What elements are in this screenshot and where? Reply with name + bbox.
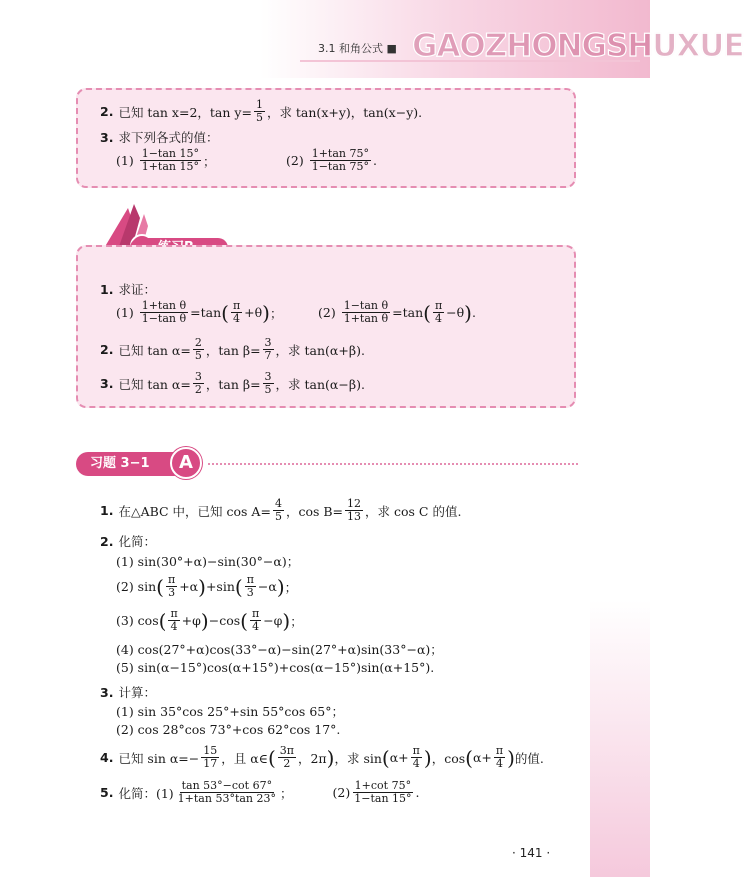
ex-question-1: 1. 在△ABC 中，已知 cos A= $\frac{4}{5}$ ，cos B= $\frac{12}{13}$ ，求 cos C 的值. — [100, 497, 462, 523]
question-2: 2. 已知 tan x=2，tan y= $\frac{1}{5}$ ，求 tan(x+y)，tan(x−y). — [100, 98, 423, 124]
fraction: $\frac{1}{5}$ — [255, 98, 263, 124]
ex-question-2-part-1: (1) sin(30°+α)−sin(30°−α)； — [116, 554, 300, 569]
ex-question-2-part-3: (3) cos ( $\frac{\pi}{4}$ +φ ) −cos ( $\frac{\pi}{4}$ −φ ) ； — [116, 607, 303, 633]
b-question-2: 2. 已知 tan α= $\frac{2}{5}$ ，tan β= $\frac{3}{7}$ ，求 tan(α+β). — [100, 336, 365, 362]
section-title: 3.1 和角公式 ■ — [318, 42, 397, 55]
ex-question-2-part-5: (5) sin(α−15°)cos(α+15°)+cos(α−15°)sin(α+15°). — [116, 660, 435, 675]
question-3: 3. 求下列各式的值： — [100, 129, 219, 145]
b-question-1: 1. 求证： — [100, 281, 156, 297]
ex-question-4: 4. 已知 sin α=− $\frac{15}{17}$ ，且 α∈ ( $\frac{3\pi}{2}$ ，2π ) ，求 sin ( α+ $\frac{\pi}{4}$ ) ，cos ( α+ $\frac{\pi}{4}$ ) 的值. — [100, 744, 544, 770]
ex-question-5: 5. 化简：(1) $\frac{\tan 53^\circ-\cot 67^\circ}{1+\tan 53^\circ\tan 23^\circ}$ ； (2) $\frac{1+\cot 75^\circ}{1-\tan 15^\circ}$ . — [100, 779, 420, 805]
edge-decoration — [590, 600, 650, 877]
ex-question-3-part-1: (1) sin 35°cos 25°+sin 55°cos 65°； — [116, 704, 344, 719]
dotted-divider — [208, 463, 578, 465]
ex-question-2: 2. 化简： — [100, 533, 156, 549]
ex-question-2-part-2: (2) sin ( $\frac{\pi}{3}$ +α ) +sin ( $\frac{\pi}{3}$ −α ) ； — [116, 573, 298, 599]
b-question-1-part-2: (2) $\frac{\text{1−tan θ}}{\text{1+tan θ}}$ =tan ( $\frac{\pi}{4}$ −θ ) . — [318, 299, 476, 325]
page-number: · 141 · — [512, 846, 551, 860]
exercises-title: 习题 3−1 — [76, 452, 186, 476]
ex-question-2-part-4: (4) cos(27°+α)cos(33°−α)−sin(27°+α)sin(33°−α)； — [116, 642, 443, 657]
b-question-1-part-1: (1) $\frac{\text{1+tan θ}}{\text{1−tan θ}}$ =tan ( $\frac{\pi}{4}$ +θ ) ； — [116, 299, 283, 325]
ex-question-3-part-2: (2) cos 28°cos 73°+cos 62°cos 17°. — [116, 722, 341, 737]
question-3-part-2: (2) $\frac{1+\tan 75^\circ}{1-\tan 75^\circ}$ . — [286, 147, 377, 173]
b-question-3: 3. 已知 tan α= $\frac{3}{2}$ ，tan β= $\frac{3}{5}$ ，求 tan(α−β). — [100, 370, 365, 396]
exercises-level-badge: A — [170, 447, 202, 479]
ex-question-3: 3. 计算： — [100, 684, 156, 700]
logo-text: GAOZHONGSHUXUE — [412, 28, 744, 64]
question-3-part-1: (1) $\frac{1-\tan 15^\circ}{1+\tan 15^\circ}$ ； — [116, 147, 216, 173]
